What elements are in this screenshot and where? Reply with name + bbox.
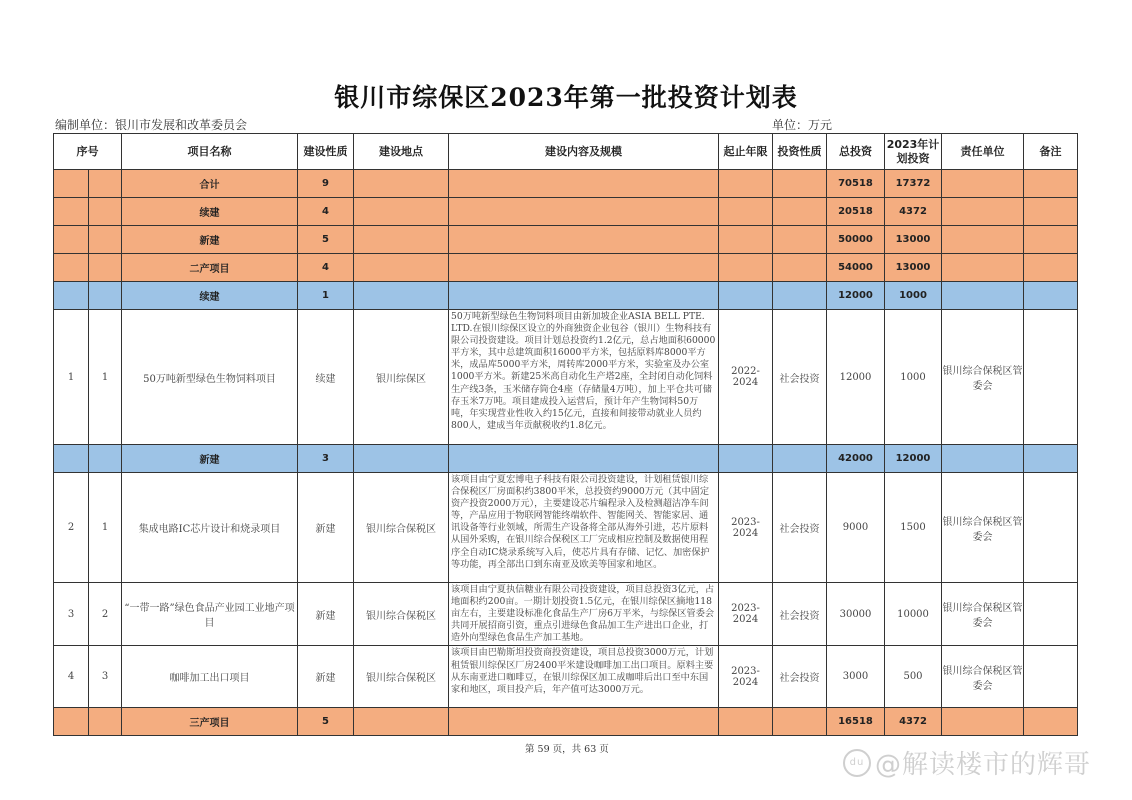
row-total: 54000 — [827, 254, 885, 282]
row-plan2023: 4372 — [885, 708, 942, 736]
subtotal-row-new — [54, 445, 1078, 473]
responsible-unit: 银川综合保税区管委会 — [942, 583, 1024, 646]
row-count: 1 — [298, 282, 354, 310]
table-row — [54, 310, 1078, 445]
period: 2022-2024 — [719, 310, 773, 445]
responsible-unit: 银川综合保税区管委会 — [942, 310, 1024, 445]
sub-seq: 1 — [89, 310, 122, 445]
row-plan2023: 4372 — [885, 198, 942, 226]
invest-type: 社会投资 — [773, 310, 827, 445]
table-row — [54, 646, 1078, 708]
content: 50万吨新型绿色生物饲料项目由新加坡企业ASIA BELL PTE. LTD.在银川综保区设立的外商独资企业包谷（银川）生物科技有限公司投资建设。项目计划总投资约1.2亿元，总占地面积60000平方米，其中总建筑面积16000平方米，包括原料库8000平方米，成品库5000平方米，周转库2000平方米，实验室及办公室1000平方米。新建25米高自动化生产塔2座，全封闭自动化饲料生产线3条，玉米储存筒仓4座（存储量4万吨），加上平仓共可储存玉米7万吨。项目建成投入运营后，预计年产生物饲料50万吨，年实现营业性收入约15亿元，直接和间接带动就业人员约800人，建成当年贡献税收约1.8亿元。 — [449, 310, 719, 445]
row-total: 50000 — [827, 226, 885, 254]
period: 2023-2024 — [719, 473, 773, 583]
invest-type: 社会投资 — [773, 473, 827, 583]
header-invest-type: 投资性质 — [773, 134, 827, 170]
nature: 续建 — [298, 310, 354, 445]
project-name: 集成电路IC芯片设计和烧录项目 — [122, 473, 298, 583]
summary-row-continue — [54, 198, 1078, 226]
nature: 新建 — [298, 583, 354, 646]
baidu-paw-icon: du — [843, 749, 871, 777]
total: 9000 — [827, 473, 885, 583]
page-title: 银川市综保区2023年第一批投资计划表 — [334, 83, 798, 112]
header-content: 建设内容及规模 — [449, 134, 719, 170]
responsible-unit: 银川综合保税区管委会 — [942, 646, 1024, 708]
header-row — [54, 134, 1078, 170]
seq: 2 — [54, 473, 89, 583]
investment-plan-table — [53, 133, 1078, 736]
plan2023: 10000 — [885, 583, 942, 646]
header-unit: 责任单位 — [942, 134, 1024, 170]
row-plan2023: 1000 — [885, 282, 942, 310]
header-seq: 序号 — [54, 134, 122, 170]
location: 银川综保区 — [354, 310, 449, 445]
header-total: 总投资 — [827, 134, 885, 170]
row-total: 70518 — [827, 170, 885, 198]
period: 2023-2024 — [719, 646, 773, 708]
project-name: “一带一路”绿色食品产业园工业地产项目 — [122, 583, 298, 646]
row-label: 续建 — [122, 282, 298, 310]
summary-row-total — [54, 170, 1078, 198]
row-label: 新建 — [122, 445, 298, 473]
row-label: 三产项目 — [122, 708, 298, 736]
summary-row-new — [54, 226, 1078, 254]
period: 2023-2024 — [719, 583, 773, 646]
header-location: 建设地点 — [354, 134, 449, 170]
total: 3000 — [827, 646, 885, 708]
project-name: 50万吨新型绿色生物饲料项目 — [122, 310, 298, 445]
location: 银川综合保税区 — [354, 646, 449, 708]
header-remark: 备注 — [1024, 134, 1078, 170]
location: 银川综合保税区 — [354, 473, 449, 583]
row-total: 20518 — [827, 198, 885, 226]
summary-row-tertiary — [54, 708, 1078, 736]
nature: 新建 — [298, 473, 354, 583]
row-count: 3 — [298, 445, 354, 473]
remark — [1024, 583, 1078, 646]
row-count: 5 — [298, 708, 354, 736]
header-nature: 建设性质 — [298, 134, 354, 170]
table-row — [54, 473, 1078, 583]
remark — [1024, 310, 1078, 445]
subtotal-row-continue — [54, 282, 1078, 310]
location: 银川综合保税区 — [354, 583, 449, 646]
row-label: 二产项目 — [122, 254, 298, 282]
plan2023: 1000 — [885, 310, 942, 445]
project-name: 咖啡加工出口项目 — [122, 646, 298, 708]
plan2023: 500 — [885, 646, 942, 708]
header-name: 项目名称 — [122, 134, 298, 170]
row-plan2023: 12000 — [885, 445, 942, 473]
total: 12000 — [827, 310, 885, 445]
row-count: 4 — [298, 254, 354, 282]
sub-seq: 3 — [89, 646, 122, 708]
row-label: 续建 — [122, 198, 298, 226]
unit-label: 单位：万元 — [772, 118, 833, 132]
row-count: 5 — [298, 226, 354, 254]
invest-type: 社会投资 — [773, 646, 827, 708]
row-count: 4 — [298, 198, 354, 226]
seq: 1 — [54, 310, 89, 445]
row-plan2023: 13000 — [885, 254, 942, 282]
row-total: 42000 — [827, 445, 885, 473]
row-plan2023: 17372 — [885, 170, 942, 198]
invest-type: 社会投资 — [773, 583, 827, 646]
plan2023: 1500 — [885, 473, 942, 583]
compiler-label: 编制单位：银川市发展和改革委员会 — [55, 118, 248, 132]
row-label: 新建 — [122, 226, 298, 254]
page-footer: 第 59 页，共 63 页 — [525, 744, 609, 755]
remark — [1024, 646, 1078, 708]
content: 该项目由宁夏宏博电子科技有限公司投资建设，计划租赁银川综合保税区厂房面积约3800平米，总投资约9000万元（其中固定资产投资2000万元），主要建设芯片编程录入及检测超洁净车间等，产品应用于物联网智能终端软件、智能网关、智能家居、通讯设备等行业领域，所需生产设备将全部从海外引进，芯片原料从国外采购，在银川综合保税区工厂完成相应控制及数据使用程序全自动IC烧录系统写入后，使芯片具有存储、记忆、加密保护等功能，再全部出口到东南亚及欧美等国家和地区。 — [449, 473, 719, 583]
header-period: 起止年限 — [719, 134, 773, 170]
row-label: 合计 — [122, 170, 298, 198]
table-row — [54, 583, 1078, 646]
remark — [1024, 473, 1078, 583]
seq: 3 — [54, 583, 89, 646]
sub-seq: 2 — [89, 583, 122, 646]
watermark — [843, 744, 1091, 781]
row-total: 12000 — [827, 282, 885, 310]
nature: 新建 — [298, 646, 354, 708]
row-plan2023: 13000 — [885, 226, 942, 254]
header-plan2023: 2023年计划投资 — [885, 134, 942, 170]
seq: 4 — [54, 646, 89, 708]
watermark-text: @解读楼市的辉哥 — [875, 750, 1092, 780]
content: 该项目由宁夏执信糖业有限公司投资建设，项目总投资3亿元，占地面积约200亩。一期计划投资1.5亿元，在银川综保区摘地118亩左右，主要建设标准化食品生产厂房6万平米，与综保区管委会共同开展招商引资，重点引进绿色食品加工生产进出口企业，打造外向型绿色食品生产加工基地。 — [449, 583, 719, 646]
row-count: 9 — [298, 170, 354, 198]
summary-row-secondary — [54, 254, 1078, 282]
row-total: 16518 — [827, 708, 885, 736]
sub-seq: 1 — [89, 473, 122, 583]
total: 30000 — [827, 583, 885, 646]
responsible-unit: 银川综合保税区管委会 — [942, 473, 1024, 583]
content: 该项目由巴勒斯坦投资商投资建设，项目总投资3000万元，计划租赁银川综保区厂房2400平米建设咖啡加工出口项目。原料主要从东南亚进口咖啡豆，在银川综保区加工成咖啡后出口至中东国家和地区，项目投产后，年产值可达3000万元。 — [449, 646, 719, 708]
